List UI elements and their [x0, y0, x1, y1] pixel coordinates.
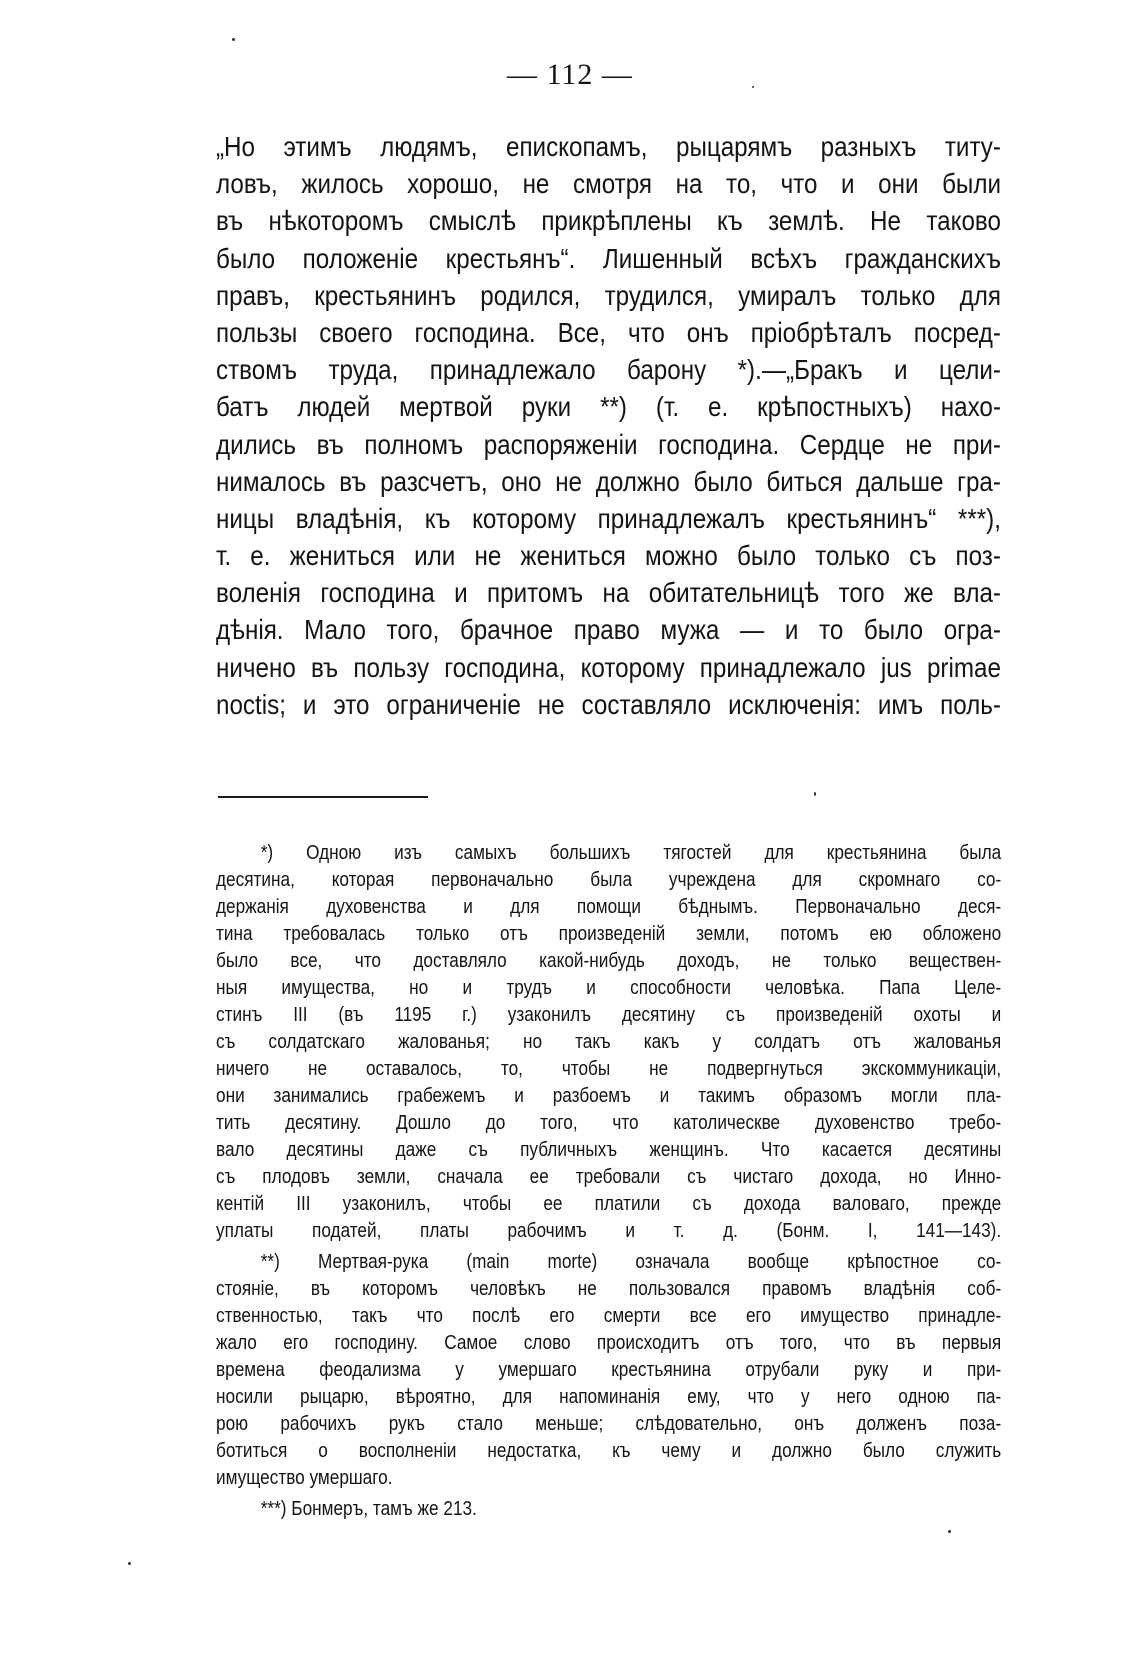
footnote-line: носили рыцарю, вѣроятно, для напоминанія ему, что у него одною па-: [216, 1386, 1002, 1408]
main-text-line: въ нѣкоторомъ смыслѣ прикрѣплены къ землѣ. Не таково: [216, 205, 1001, 237]
main-text-line: дились въ полномъ распоряженіи господина. Сердце не при-: [216, 428, 1001, 460]
main-text-line: ловъ, жилось хорошо, не смотря на то, что и они были: [216, 168, 1001, 200]
footnote-line: уплаты податей, платы рабочимъ и т. д. (Бонм. I, 141—143).: [216, 1220, 1002, 1242]
footnote-line: стояніе, въ которомъ человѣкъ не пользовался правомъ владѣнія соб-: [216, 1278, 1002, 1300]
footnote-line: они занимались грабежемъ и разбоемъ и такимъ образомъ могли пла-: [216, 1085, 1002, 1107]
main-text-line: было положеніе крестьянъ“. Лишенный всѣхъ гражданскихъ: [216, 242, 1001, 274]
footnote-separator-rule: [218, 796, 428, 798]
page-number: — 112 —: [507, 58, 633, 91]
scan-speck: [752, 86, 754, 88]
footnote-line: ственностью, такъ что послѣ его смерти все его имущество принадле-: [216, 1305, 1002, 1327]
footnote-line: ничего не оставалось, то, чтобы не подвергнуться экскоммуникаціи,: [216, 1058, 1002, 1080]
footnote-line: ныя имущества, но и трудъ и способности человѣка. Папа Целе-: [216, 977, 1002, 999]
footnote-line: держанія духовенства и для помощи бѣднымъ. Первоначально деся-: [216, 896, 1002, 918]
scan-speck: [814, 792, 816, 796]
main-text-line: ствомъ труда, принадлежало барону *).—„Бракъ и цели-: [216, 354, 1001, 386]
footnote-3: [216, 1496, 1001, 1523]
main-text-line: пользы своего господина. Все, что онъ пріобрѣталъ посред-: [216, 316, 1001, 348]
footnote-1: [216, 840, 1001, 1245]
footnote-line: рою рабочихъ рукъ стало меньше; слѣдовательно, онъ долженъ поза-: [216, 1413, 1002, 1435]
main-text-line: воленія господина и притомъ на обитательницѣ того же вла-: [216, 577, 1001, 609]
main-text-line: noctis; и это ограниченіе не составляло исключенія: имъ поль-: [216, 688, 1001, 720]
footnote-line: времена феодализма у умершаго крестьянина отрубали руку и при-: [216, 1359, 1002, 1381]
footnote-line: жало его господину. Самое слово происходитъ отъ того, что въ первыя: [216, 1332, 1002, 1354]
footnote-line: ***) Бонмеръ, тамъ же 213.: [260, 1498, 477, 1520]
footnote-line: десятина, которая первоначально была учреждена для скромнаго со-: [216, 869, 1002, 891]
main-text-line: правъ, крестьянинъ родился, трудился, умиралъ только для: [216, 279, 1001, 311]
main-text-line: нималось въ разсчетъ, оно не должно было биться дальше гра-: [216, 465, 1001, 497]
footnote-line: съ плодовъ земли, сначала ее требовали съ чистаго дохода, но Инно-: [216, 1166, 1002, 1188]
footnote-line: вало десятины даже съ публичныхъ женщинъ. Что касается десятины: [216, 1139, 1002, 1161]
footnote-line: тить десятину. Дошло до того, что католическве духовенство требо-: [216, 1112, 1002, 1134]
footnote-line: имущество умершаго.: [216, 1467, 393, 1489]
main-text-line: ничено въ пользу господина, которому принадлежало jus primae: [216, 651, 1001, 683]
footnote-line: тина требовалась только отъ произведеній земли, потомъ ею обложено: [216, 923, 1002, 945]
main-text-line: батъ людей мертвой руки **) (т. е. крѣпостныхъ) нахо-: [216, 391, 1001, 423]
footnotes: [216, 840, 1001, 1523]
footnote-2: [216, 1249, 1001, 1492]
main-text: [216, 128, 1001, 723]
footnote-line: кентій III узаконилъ, чтобы ее платили съ дохода валоваго, прежде: [216, 1193, 1002, 1215]
main-text-line: дѣнія. Мало того, брачное право мужа — и то было огра-: [216, 614, 1001, 646]
footnote-line: ботиться о восполненіи недостатка, къ чему и должно было служить: [216, 1440, 1002, 1462]
footnote-line: стинъ III (въ 1195 г.) узаконилъ десятину съ произведеній охоты и: [216, 1004, 1002, 1026]
footnote-line: было все, что доставляло какой-нибудь доходъ, не только веществен-: [216, 950, 1002, 972]
footnote-line: *) Одною изъ самыхъ большихъ тягостей для крестьянина была: [260, 842, 1002, 864]
main-text-line: т. е. жениться или не жениться можно было только съ поз-: [216, 540, 1001, 572]
scan-speck: [232, 38, 235, 41]
scan-speck: [948, 1530, 951, 1533]
footnote-line: **) Мертвая-рука (main morte) означала вообще крѣпостное со-: [260, 1251, 1002, 1273]
main-text-line: ницы владѣнія, къ которому принадлежалъ крестьянинъ“ ***),: [216, 502, 1001, 534]
main-text-line: „Но этимъ людямъ, епископамъ, рыцарямъ разныхъ титу-: [216, 131, 1001, 162]
footnote-line: съ солдатскаго жалованья; но такъ какъ у солдатъ отъ жалованья: [216, 1031, 1002, 1053]
scan-speck: [128, 1562, 131, 1565]
